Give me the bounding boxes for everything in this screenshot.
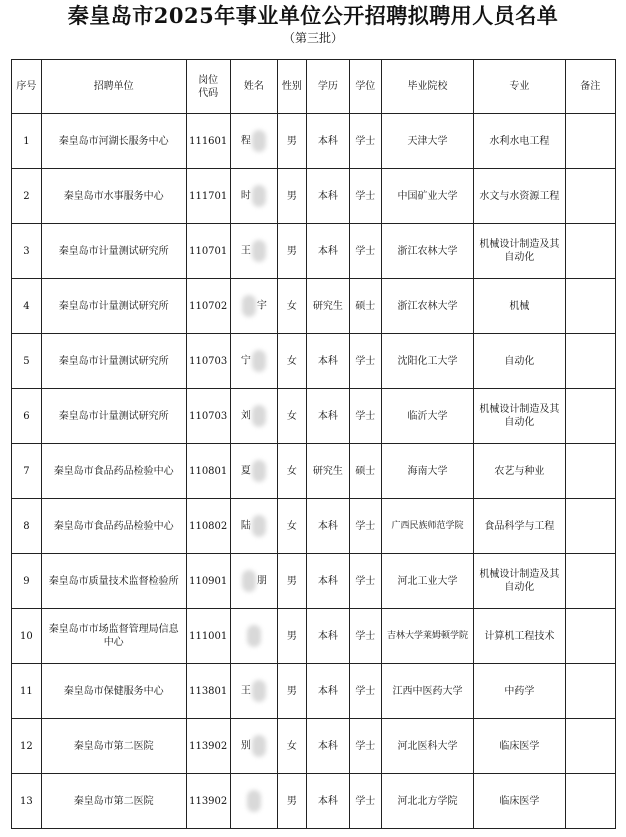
cell-no: 1: [12, 114, 42, 169]
cell-major: 水文与水资源工程: [474, 169, 565, 224]
cell-note: [565, 334, 615, 389]
name-redaction-mark: [242, 570, 256, 592]
header-unit: 招聘单位: [41, 60, 186, 114]
cell-degree: 学士: [349, 554, 381, 609]
header-code-text: 岗位代码: [198, 74, 219, 99]
cell-note: [565, 279, 615, 334]
cell-school: 浙江农林大学: [381, 224, 473, 279]
cell-edu: 本科: [306, 664, 349, 719]
cell-degree: 学士: [349, 499, 381, 554]
name-redaction-mark: [252, 405, 266, 427]
cell-unit: 秦皇岛市保健服务中心: [41, 664, 186, 719]
cell-major: 临床医学: [474, 719, 565, 774]
cell-school: 河北北方学院: [381, 774, 473, 829]
cell-note: [565, 664, 615, 719]
cell-degree: 学士: [349, 719, 381, 774]
cell-major: 食品科学与工程: [474, 499, 565, 554]
cell-major: 水利水电工程: [474, 114, 565, 169]
cell-gender: 男: [278, 114, 307, 169]
page-subtitle: （第三批）: [282, 31, 343, 45]
cell-school: 临沂大学: [381, 389, 473, 444]
table-header-row: [12, 60, 616, 114]
cell-degree: 学士: [349, 389, 381, 444]
cell-note: [565, 774, 615, 829]
cell-name: [230, 389, 277, 444]
cell-code: 111001: [186, 609, 230, 664]
cell-unit: 秦皇岛市计量测试研究所: [41, 224, 186, 279]
cell-no: 3: [12, 224, 42, 279]
cell-gender: 女: [278, 499, 307, 554]
cell-edu: 本科: [306, 609, 349, 664]
name-visible-part-a: 王: [240, 245, 251, 257]
header-note: 备注: [565, 60, 615, 114]
name-visible-part-a: 时: [240, 190, 251, 202]
cell-name: [230, 444, 277, 499]
cell-gender: 女: [278, 444, 307, 499]
cell-school: 河北医科大学: [381, 719, 473, 774]
cell-gender: 男: [278, 169, 307, 224]
cell-code: 113801: [186, 664, 230, 719]
cell-degree: 学士: [349, 114, 381, 169]
cell-code: 113902: [186, 774, 230, 829]
cell-name: [230, 334, 277, 389]
cell-major: 机械: [474, 279, 565, 334]
cell-no: 7: [12, 444, 42, 499]
cell-gender: 男: [278, 774, 307, 829]
cell-note: [565, 719, 615, 774]
header-edu: 学历: [306, 60, 349, 114]
cell-school: 沈阳化工大学: [381, 334, 473, 389]
cell-gender: 女: [278, 719, 307, 774]
cell-school: 海南大学: [381, 444, 473, 499]
name-redaction-mark: [242, 295, 256, 317]
cell-major: 机械设计制造及其自动化: [474, 554, 565, 609]
cell-unit: 秦皇岛市质量技术监督检验所: [41, 554, 186, 609]
cell-major: 中药学: [474, 664, 565, 719]
name-redaction-mark: [252, 515, 266, 537]
cell-name: [230, 279, 277, 334]
cell-name: [230, 114, 277, 169]
header-name: 姓名: [230, 60, 277, 114]
cell-edu: 本科: [306, 554, 349, 609]
cell-code: 111701: [186, 169, 230, 224]
header-gender: 性别: [278, 60, 307, 114]
cell-no: 5: [12, 334, 42, 389]
name-visible-part-a: 陆: [240, 520, 251, 532]
cell-gender: 女: [278, 279, 307, 334]
cell-edu: 本科: [306, 169, 349, 224]
cell-gender: 男: [278, 609, 307, 664]
cell-note: [565, 444, 615, 499]
cell-note: [565, 554, 615, 609]
cell-unit: 秦皇岛市计量测试研究所: [41, 334, 186, 389]
cell-name: [230, 499, 277, 554]
name-redaction-mark: [252, 680, 266, 702]
header-school: 毕业院校: [381, 60, 473, 114]
table-row: [12, 334, 616, 389]
cell-school: 江西中医药大学: [381, 664, 473, 719]
cell-name: [230, 169, 277, 224]
cell-edu: 本科: [306, 774, 349, 829]
cell-degree: 学士: [349, 334, 381, 389]
table-row: [12, 719, 616, 774]
cell-school: 中国矿业大学: [381, 169, 473, 224]
name-redaction-mark: [252, 185, 266, 207]
cell-edu: 本科: [306, 499, 349, 554]
name-redaction-mark: [252, 460, 266, 482]
name-visible-part-a: 宁: [240, 355, 251, 367]
cell-no: 2: [12, 169, 42, 224]
cell-unit: 秦皇岛市市场监督管理局信息中心: [41, 609, 186, 664]
cell-school: 天津大学: [381, 114, 473, 169]
cell-code: 110703: [186, 334, 230, 389]
cell-no: 11: [12, 664, 42, 719]
name-visible-part-a: 别: [240, 740, 251, 752]
table-row: [12, 499, 616, 554]
cell-major: 机械设计制造及其自动化: [474, 224, 565, 279]
cell-unit: 秦皇岛市食品药品检验中心: [41, 499, 186, 554]
cell-edu: 本科: [306, 719, 349, 774]
cell-degree: 学士: [349, 774, 381, 829]
table-row: [12, 444, 616, 499]
cell-note: [565, 224, 615, 279]
name-redaction-mark: [252, 735, 266, 757]
name-redaction-mark: [247, 790, 261, 812]
cell-major: 计算机工程技术: [474, 609, 565, 664]
cell-name: [230, 554, 277, 609]
cell-school: 浙江农林大学: [381, 279, 473, 334]
candidate-table: [11, 59, 616, 829]
cell-code: 110703: [186, 389, 230, 444]
cell-edu: 本科: [306, 224, 349, 279]
cell-major: 临床医学: [474, 774, 565, 829]
cell-degree: 硕士: [349, 279, 381, 334]
cell-degree: 学士: [349, 609, 381, 664]
cell-school: 吉林大学莱姆顿学院: [381, 609, 473, 664]
cell-note: [565, 499, 615, 554]
cell-gender: 男: [278, 224, 307, 279]
cell-school: 河北工业大学: [381, 554, 473, 609]
cell-name: [230, 719, 277, 774]
cell-edu: 本科: [306, 389, 349, 444]
header-code: [186, 60, 230, 114]
cell-unit: 秦皇岛市河湖长服务中心: [41, 114, 186, 169]
cell-code: 110802: [186, 499, 230, 554]
cell-edu: 本科: [306, 334, 349, 389]
cell-no: 9: [12, 554, 42, 609]
cell-no: 12: [12, 719, 42, 774]
cell-code: 110701: [186, 224, 230, 279]
name-visible-part-b: 宇: [256, 300, 267, 312]
name-visible-part-a: 程: [240, 135, 251, 147]
cell-code: 110801: [186, 444, 230, 499]
cell-unit: 秦皇岛市计量测试研究所: [41, 279, 186, 334]
cell-gender: 女: [278, 389, 307, 444]
cell-edu: 研究生: [306, 444, 349, 499]
name-redaction-mark: [252, 240, 266, 262]
table-row: [12, 169, 616, 224]
table-row: [12, 279, 616, 334]
cell-unit: 秦皇岛市食品药品检验中心: [41, 444, 186, 499]
cell-no: 4: [12, 279, 42, 334]
cell-unit: 秦皇岛市第二医院: [41, 719, 186, 774]
cell-code: 110702: [186, 279, 230, 334]
cell-note: [565, 609, 615, 664]
cell-no: 8: [12, 499, 42, 554]
cell-name: [230, 224, 277, 279]
cell-gender: 男: [278, 664, 307, 719]
name-visible-part-a: 刘: [240, 410, 251, 422]
name-redaction-mark: [247, 625, 261, 647]
cell-unit: 秦皇岛市水事服务中心: [41, 169, 186, 224]
cell-gender: 男: [278, 554, 307, 609]
name-visible-part-a: 夏: [240, 465, 251, 477]
cell-no: 10: [12, 609, 42, 664]
cell-major: 机械设计制造及其自动化: [474, 389, 565, 444]
header-major: 专业: [474, 60, 565, 114]
name-visible-part-b: 朋: [256, 575, 267, 587]
cell-gender: 女: [278, 334, 307, 389]
cell-degree: 硕士: [349, 444, 381, 499]
cell-school: 广西民族师范学院: [381, 499, 473, 554]
table-row: [12, 224, 616, 279]
cell-note: [565, 389, 615, 444]
table-row: [12, 609, 616, 664]
cell-degree: 学士: [349, 169, 381, 224]
cell-edu: 研究生: [306, 279, 349, 334]
table-row: [12, 774, 616, 829]
cell-edu: 本科: [306, 114, 349, 169]
cell-code: 110901: [186, 554, 230, 609]
cell-code: 111601: [186, 114, 230, 169]
cell-note: [565, 114, 615, 169]
header-degree: 学位: [349, 60, 381, 114]
cell-no: 13: [12, 774, 42, 829]
cell-degree: 学士: [349, 664, 381, 719]
cell-note: [565, 169, 615, 224]
cell-major: 自动化: [474, 334, 565, 389]
cell-major: 农艺与种业: [474, 444, 565, 499]
cell-name: [230, 609, 277, 664]
name-visible-part-a: 王: [240, 685, 251, 697]
table-row: [12, 664, 616, 719]
cell-unit: 秦皇岛市第二医院: [41, 774, 186, 829]
header-no: 序号: [12, 60, 42, 114]
table-row: [12, 114, 616, 169]
name-redaction-mark: [252, 350, 266, 372]
name-redaction-mark: [252, 130, 266, 152]
table-row: [12, 389, 616, 444]
cell-no: 6: [12, 389, 42, 444]
cell-name: [230, 774, 277, 829]
cell-degree: 学士: [349, 224, 381, 279]
cell-name: [230, 664, 277, 719]
table-row: [12, 554, 616, 609]
cell-unit: 秦皇岛市计量测试研究所: [41, 389, 186, 444]
page-title: 秦皇岛市2025年事业单位公开招聘拟聘用人员名单: [67, 3, 559, 28]
cell-code: 113902: [186, 719, 230, 774]
